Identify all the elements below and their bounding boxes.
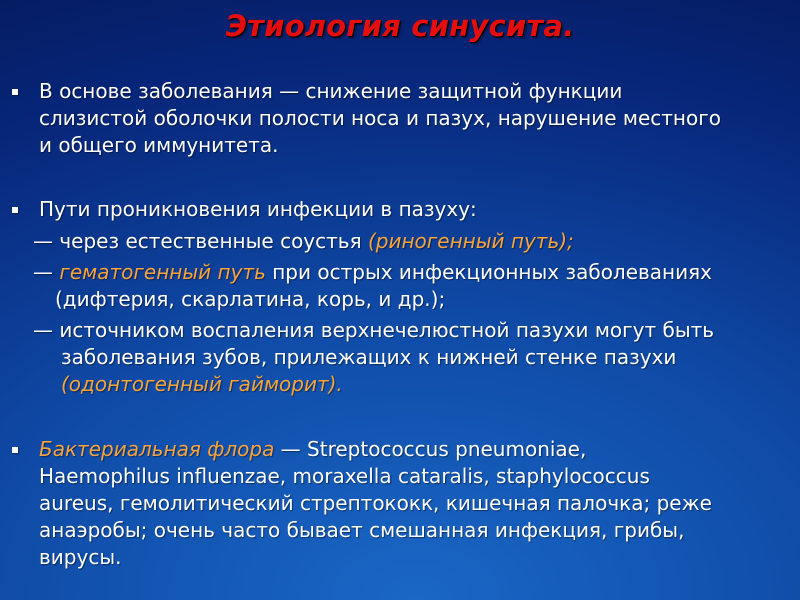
bullet-3-line-4: анаэробы; очень часто бывает смешанная инфекция, грибы, [39, 518, 685, 542]
bullet-3-line-2: Haemophilus influenzae, moraxella cataralis, staphylococcus [39, 464, 650, 488]
bullet-1-line-3: и общего иммунитета. [39, 133, 279, 157]
slide-title: Этиология синусита. [225, 9, 575, 43]
bullet-3-line-3: aureus, гемолитический стрептококк, кишечная палочка; реже [39, 491, 712, 515]
route-1 [33, 228, 574, 255]
route-1-highlight: (риногенный путь); [367, 229, 574, 253]
bullet-3-highlight: Бактериальная флора [39, 437, 275, 461]
route-1-text: — через естественные соустья [33, 229, 368, 253]
bullet-1-text [39, 78, 721, 159]
bullet-1-line-2: слизистой оболочки полости носа и пазух, нарушение местного [39, 106, 721, 130]
route-2-highlight: гематогенный путь [59, 260, 266, 284]
bullet-marker-1 [12, 89, 18, 95]
route-3-highlight: (одонтогенный гайморит). [61, 372, 343, 396]
route-3-line-2: заболевания зубов, прилежащих к нижней стенке пазухи [61, 345, 677, 369]
bullet-3-text [39, 436, 712, 571]
bullet-3-line-5: вирусы. [39, 545, 122, 569]
bullet-2-heading: Пути проникновения инфекции в пазуху: [39, 197, 477, 221]
route-2-text: при острых инфекционных заболеваниях [265, 260, 712, 284]
bullet-marker-2 [12, 207, 18, 213]
bullet-1-line-1: В основе заболевания — снижение защитной функции [39, 79, 623, 103]
route-2-line-1 [33, 259, 712, 286]
route-3-line-1: — источником воспаления верхнечелюстной пазухи могут быть [33, 318, 715, 342]
route-2-line-2: (дифтерия, скарлатина, корь, и др.); [55, 287, 446, 311]
bullet-3-line-1: — Streptococcus pneumoniae, [274, 437, 587, 461]
route-2-prefix: — [33, 260, 60, 284]
route-3 [33, 317, 714, 398]
bullet-marker-3 [12, 447, 18, 453]
